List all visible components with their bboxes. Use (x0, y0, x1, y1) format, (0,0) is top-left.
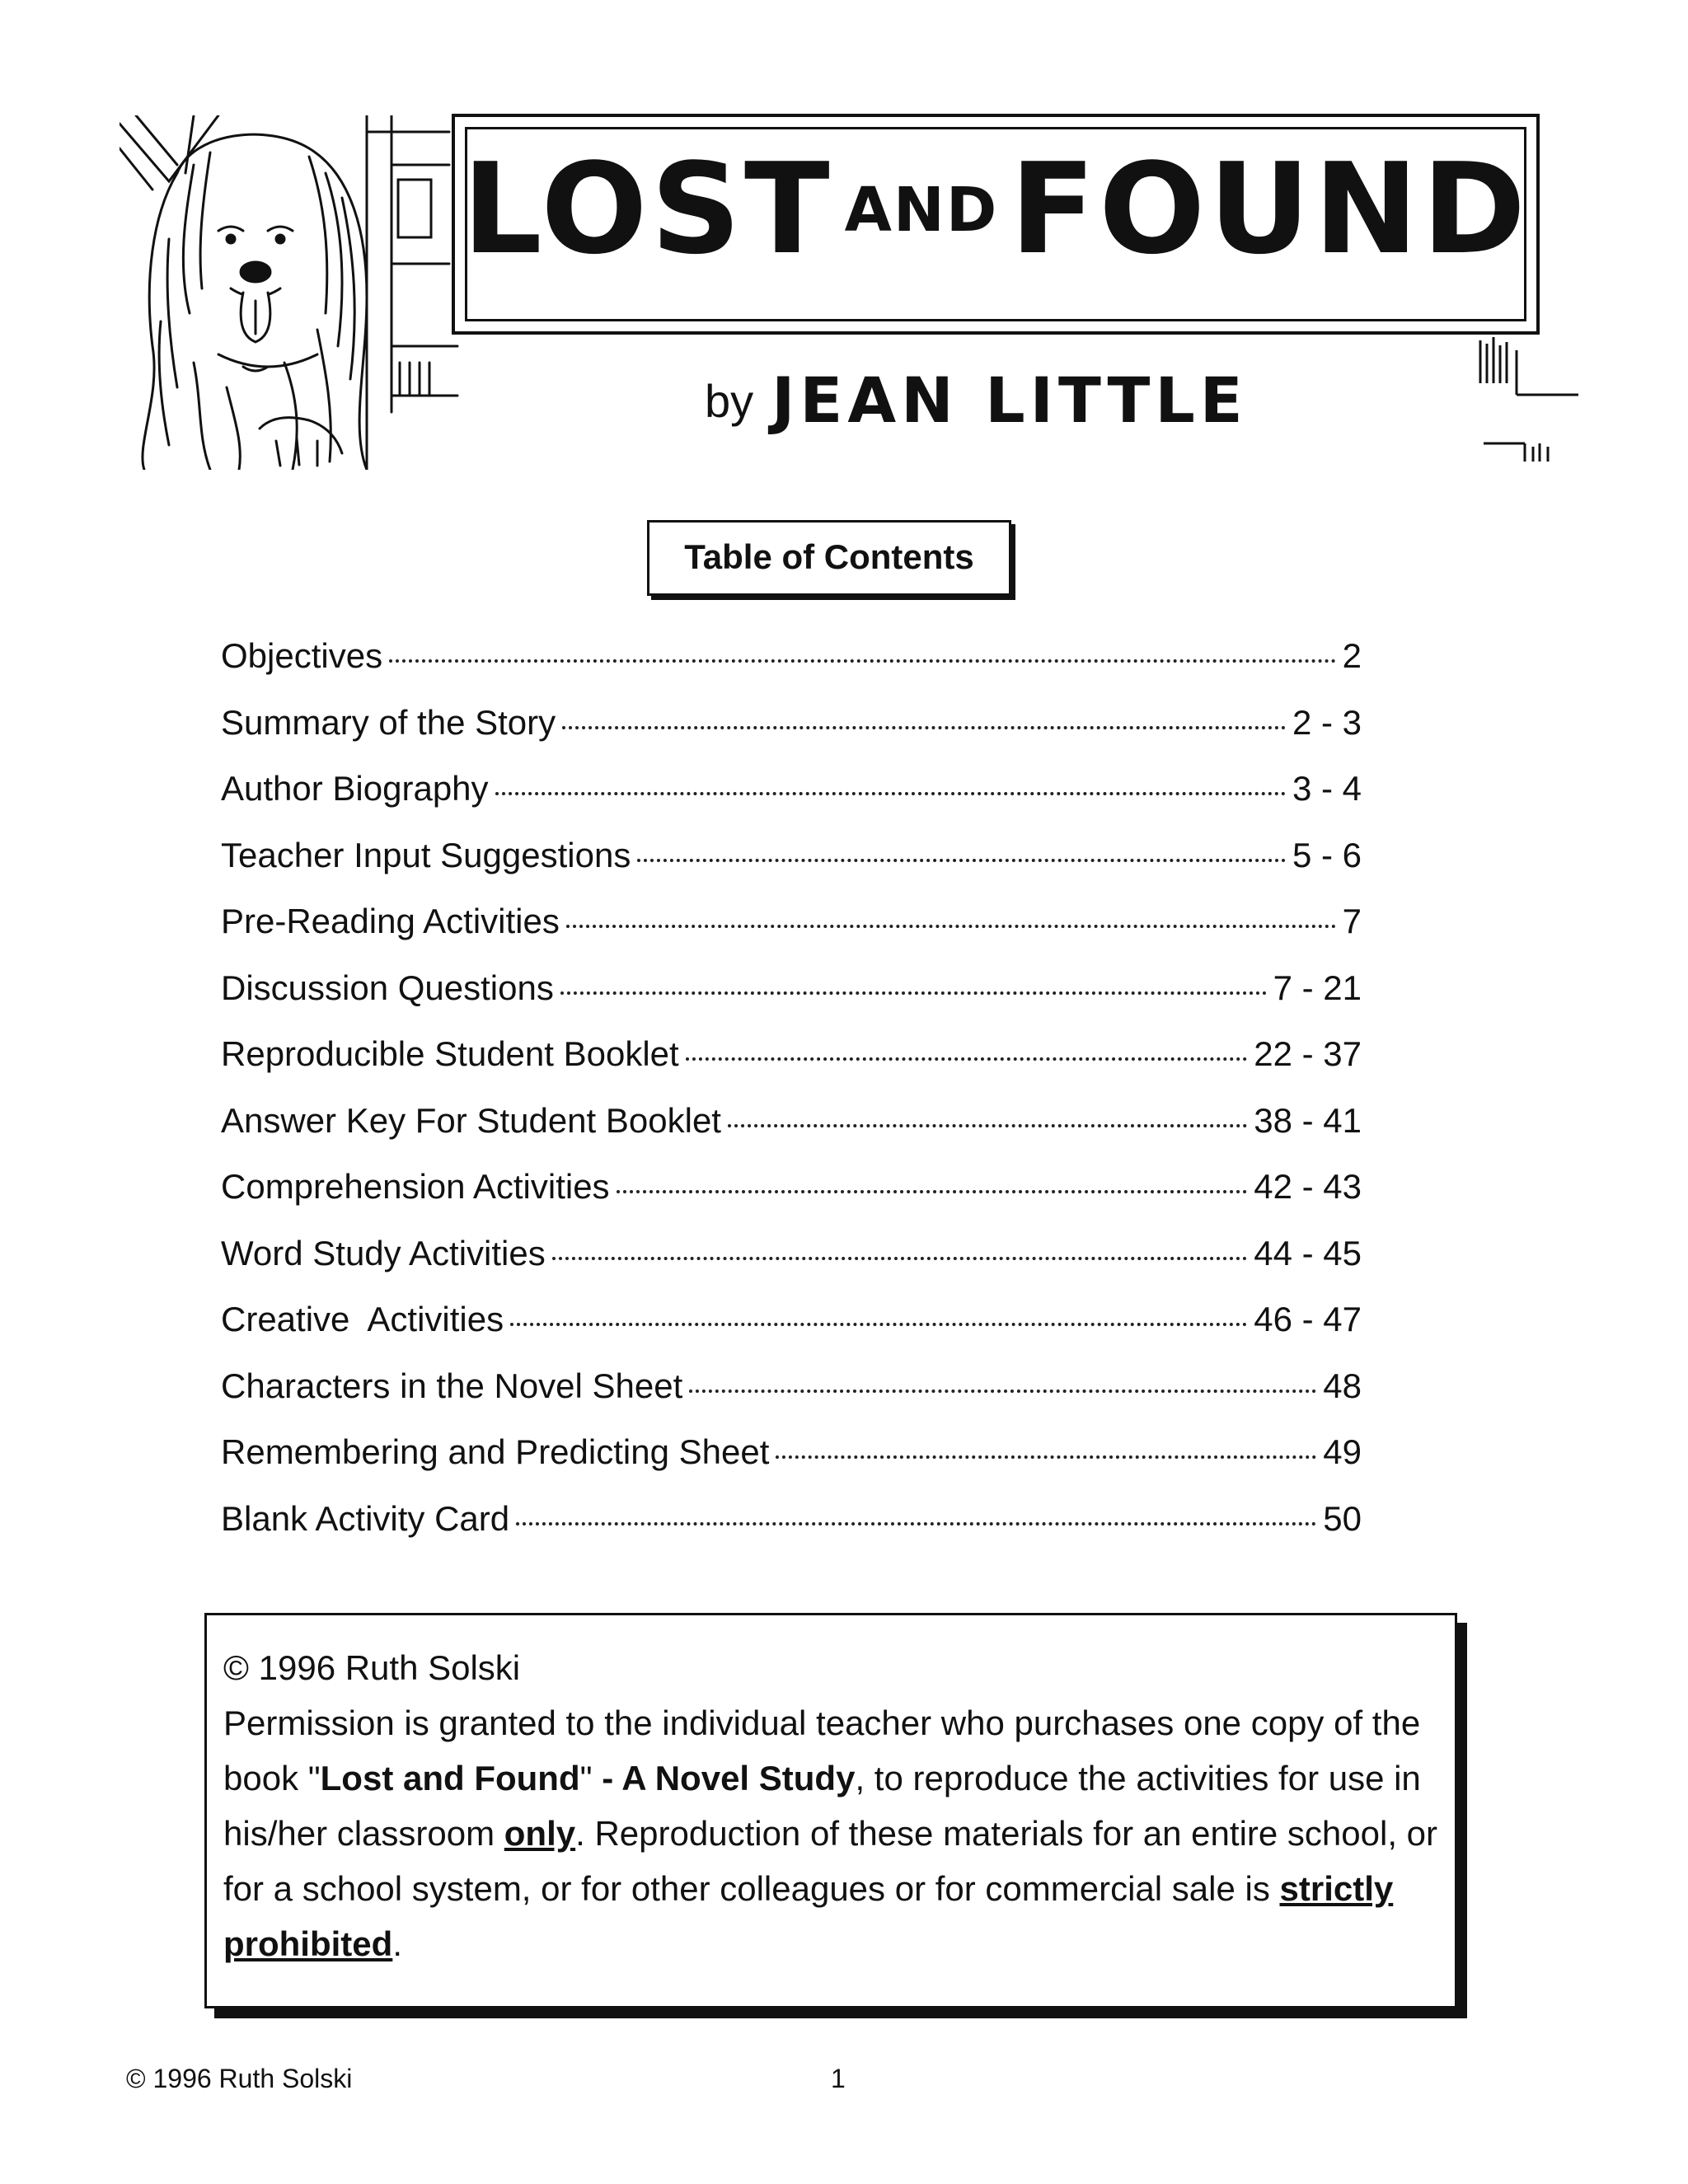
toc-item-answer-key (221, 1101, 1362, 1168)
toc-item-word-study (221, 1234, 1362, 1301)
dot-leader (552, 1257, 1248, 1260)
toc-item-pages: 50 (1323, 1498, 1362, 1538)
dot-leader (617, 1190, 1248, 1193)
dot-leader (566, 925, 1336, 928)
toc-item-remembering-predicting (221, 1432, 1362, 1499)
toc-item-label: Objectives (221, 636, 383, 675)
dot-leader (389, 659, 1336, 663)
permission-book-title: Lost and Found (320, 1759, 580, 1797)
toc-item-label: Discussion Questions (221, 968, 554, 1007)
footer-copyright: © 1996 Ruth Solski (126, 2064, 353, 2093)
toc-item-label: Blank Activity Card (221, 1498, 510, 1538)
toc-item-pages: 49 (1323, 1432, 1362, 1471)
dot-leader (637, 859, 1286, 862)
toc-item-pages: 7 - 21 (1273, 968, 1362, 1007)
toc-item-pages: 38 - 41 (1254, 1100, 1362, 1140)
byline (705, 363, 1248, 437)
toc-item-label: Word Study Activities (221, 1233, 546, 1272)
permission-text-part: . Reproduction of these materials for an entire school, or for a school system, or for other colleagues or for commercial sale is (223, 1814, 1438, 1908)
title-lost: LOST (462, 136, 833, 282)
toc-item-pages: 46 - 47 (1254, 1300, 1362, 1338)
permission-notice (204, 1613, 1457, 2008)
title-frame (452, 114, 1540, 335)
dot-leader (689, 1390, 1316, 1393)
toc-item-label: Teacher Input Suggestions (221, 835, 631, 874)
permission-text-part: " (579, 1759, 603, 1797)
title-and: AND (844, 175, 999, 246)
toc-item-pages: 22 - 37 (1254, 1034, 1362, 1073)
permission-text (223, 1695, 1455, 1971)
dot-leader (560, 991, 1267, 995)
toc-item-label: Reproducible Student Booklet (221, 1034, 679, 1073)
page-number: 1 (831, 2064, 846, 2093)
toc-item-pages: 3 - 4 (1292, 769, 1362, 808)
toc-item-pages: 42 - 43 (1254, 1167, 1362, 1206)
dot-leader (562, 726, 1286, 729)
toc-item-discussion-questions (221, 968, 1362, 1035)
book-title (455, 136, 1536, 282)
permission-only: only (504, 1814, 576, 1853)
dot-leader (776, 1455, 1316, 1459)
dot-leader (686, 1057, 1248, 1061)
permission-novel-study: - A Novel Study (602, 1759, 856, 1797)
toc-item-label: Author Biography (221, 769, 489, 808)
toc-item-label: Characters in the Novel Sheet (221, 1366, 683, 1405)
permission-copyright: © 1996 Ruth Solski (223, 1648, 521, 1687)
permission-text-part: . (392, 1924, 402, 1963)
toc-item-teacher-input (221, 836, 1362, 902)
decorative-sketch-marks-small (1484, 435, 1558, 465)
by-word: by (705, 375, 754, 427)
toc-item-student-booklet (221, 1034, 1362, 1101)
toc-item-label: Answer Key For Student Booklet (221, 1100, 721, 1140)
dog-illustration (120, 115, 466, 470)
dot-leader (728, 1124, 1247, 1127)
decorative-sketch-marks (1475, 334, 1582, 400)
toc-item-pages: 44 - 45 (1254, 1233, 1362, 1272)
toc-item-pages: 2 - 3 (1292, 702, 1362, 742)
permission-text-part: Permission is granted to the individual teacher who purchases one copy of the book " (223, 1704, 1421, 1797)
dot-leader (516, 1522, 1316, 1526)
toc-item-label: Remembering and Predicting Sheet (221, 1432, 770, 1471)
dot-leader (495, 792, 1286, 795)
permission-text-part: , to reproduce the activities for use in his/her classroom (223, 1759, 1421, 1853)
toc-item-pages: 48 (1323, 1366, 1362, 1405)
toc-item-pages: 5 - 6 (1292, 835, 1362, 874)
toc-item-label: Comprehension Activities (221, 1167, 610, 1206)
toc-item-summary (221, 703, 1362, 770)
title-found: FOUND (1010, 136, 1530, 282)
toc-item-characters-sheet (221, 1366, 1362, 1433)
toc-item-creative (221, 1300, 1362, 1366)
toc-heading: Table of Contents (647, 520, 1011, 596)
toc-item-comprehension (221, 1167, 1362, 1234)
toc-item-pre-reading (221, 902, 1362, 968)
toc-list (221, 636, 1362, 1565)
toc-item-label: Pre-Reading Activities (221, 902, 560, 940)
toc-item-pages: 7 (1342, 902, 1362, 940)
dot-leader (510, 1323, 1247, 1326)
toc-item-label: Summary of the Story (221, 702, 556, 742)
toc-item-objectives (221, 636, 1362, 703)
permission-strictly-prohibited: strictly prohibited (223, 1869, 1394, 1963)
toc-item-label: Creative Activities (221, 1300, 504, 1338)
toc-item-blank-activity-card (221, 1499, 1362, 1566)
toc-item-pages: 2 (1342, 636, 1362, 675)
author-name: JEAN LITTLE (771, 363, 1248, 437)
toc-item-author-biography (221, 769, 1362, 836)
